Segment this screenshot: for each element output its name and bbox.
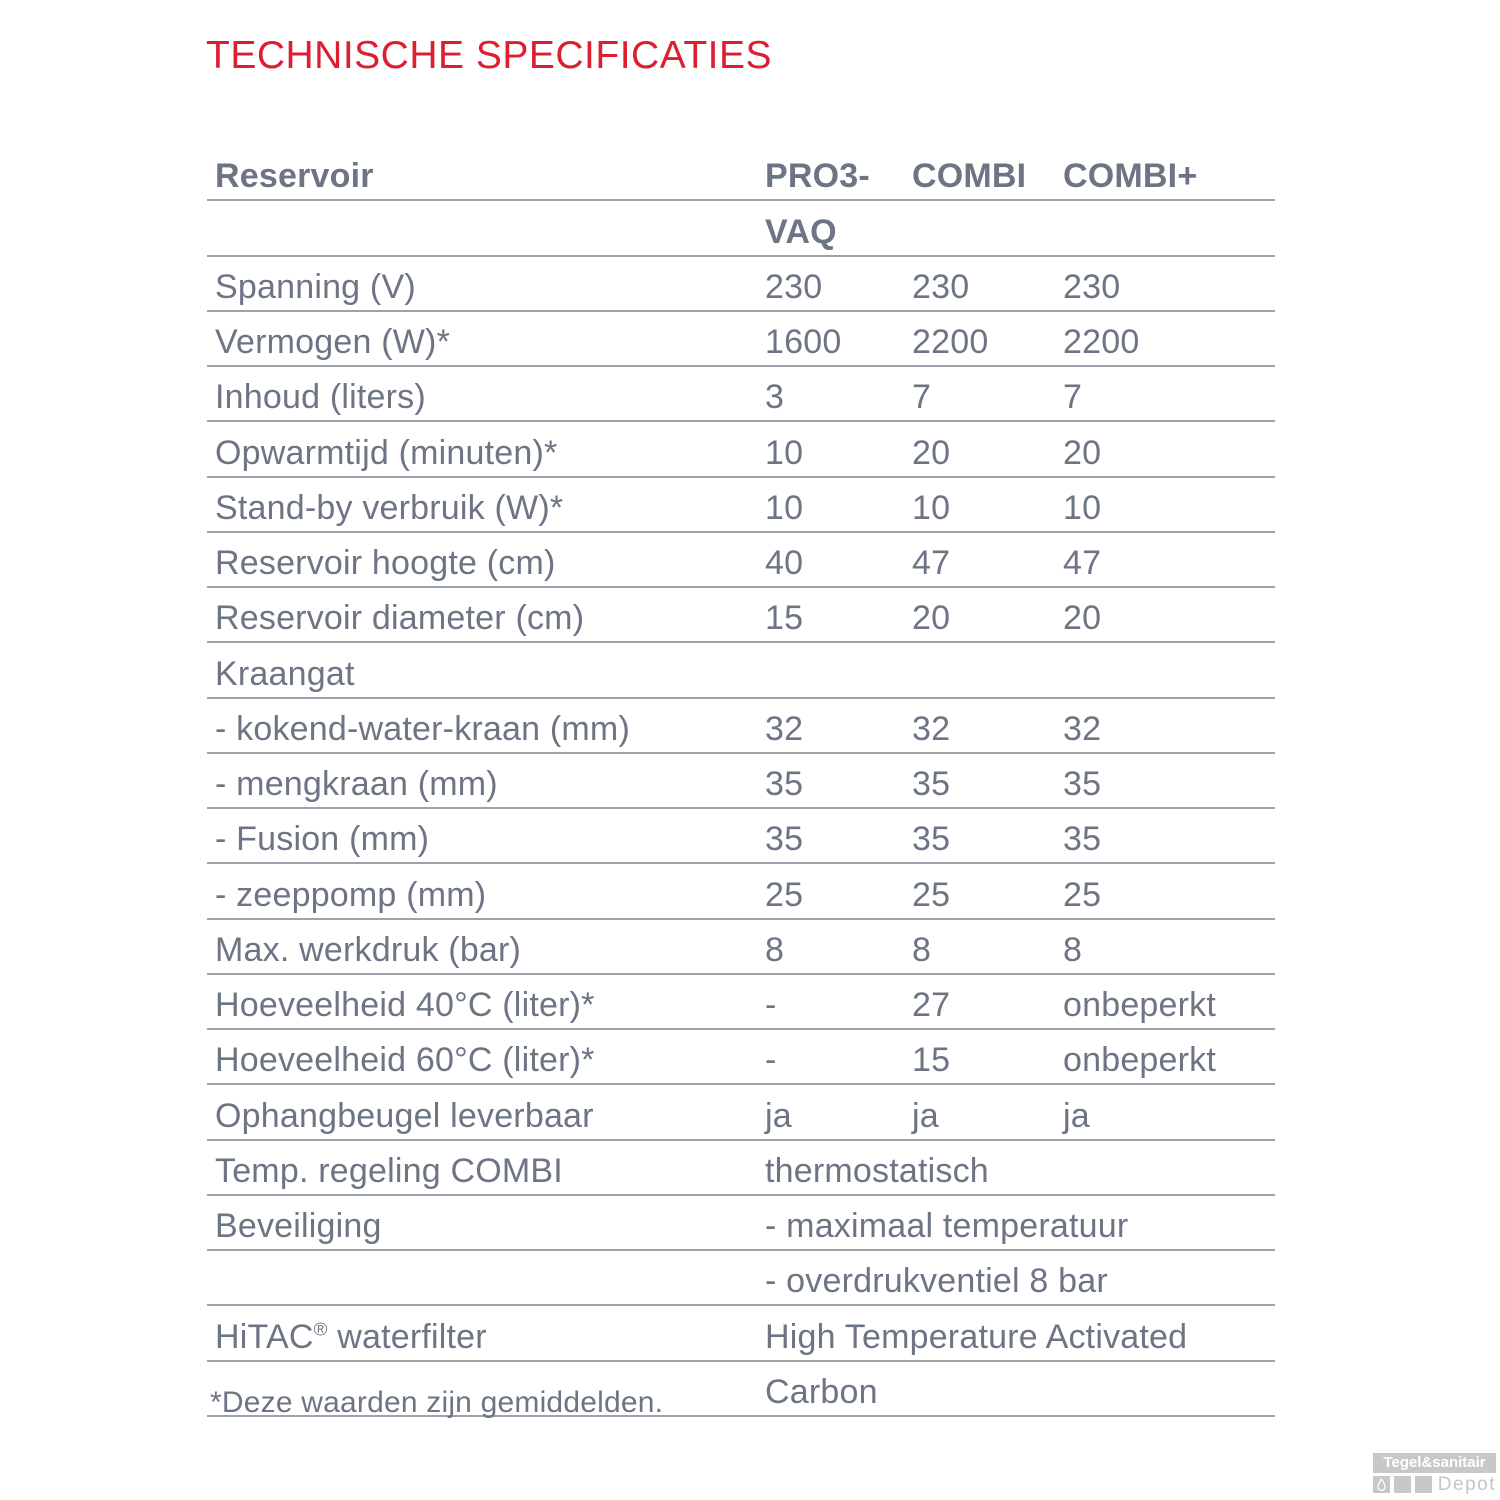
table-row (207, 1030, 1275, 1085)
value-pro3vaq: High Temperature Activated (765, 1317, 1188, 1356)
table-row (207, 809, 1275, 864)
table-row (207, 478, 1275, 533)
table-row (207, 1196, 1275, 1251)
value-pro3vaq: 35 (765, 820, 804, 859)
table-row (207, 201, 1275, 256)
value-combiplus: 7 (1063, 378, 1083, 417)
spec-table (207, 146, 1275, 1417)
value-pro3vaq: 230 (765, 267, 823, 306)
value-combiplus: 47 (1063, 544, 1102, 582)
row-label: - Fusion (mm) (215, 820, 430, 859)
table-row (207, 754, 1275, 809)
value-combiplus: 2200 (1063, 323, 1140, 361)
row-label: - zeeppomp (mm) (215, 875, 487, 914)
footnote: *Deze waarden zijn gemiddelden. (210, 1386, 664, 1419)
value-combi: 7 (912, 378, 932, 417)
value-combiplus: ja (1063, 1096, 1090, 1135)
value-pro3vaq: 10 (765, 433, 804, 472)
table-row (207, 422, 1275, 477)
value-pro3vaq: 15 (765, 599, 804, 638)
row-label: Hoeveelheid 60°C (liter)* (215, 1041, 595, 1080)
row-label: HiTAC® waterfilter (215, 1317, 487, 1356)
row-label: Opwarmtijd (minuten)* (215, 433, 558, 472)
value-combiplus: COMBI+ (1063, 157, 1198, 196)
table-row (207, 257, 1275, 312)
table-row (207, 1141, 1275, 1196)
value-pro3vaq: 3 (765, 378, 785, 417)
table-row (207, 1251, 1275, 1306)
value-combi: 32 (912, 709, 951, 748)
value-combiplus: onbeperkt (1063, 986, 1217, 1024)
value-pro3vaq: - (765, 986, 777, 1024)
page-title: TECHNISCHE SPECIFICATIES (206, 34, 773, 77)
value-combiplus: 32 (1063, 709, 1102, 748)
value-pro3vaq: PRO3- (765, 157, 870, 196)
value-combi: 20 (912, 599, 951, 638)
value-pro3vaq: 40 (765, 544, 804, 582)
value-pro3vaq: 32 (765, 709, 804, 748)
value-pro3vaq: - (765, 1041, 777, 1080)
value-combi: 47 (912, 544, 951, 582)
value-combi: COMBI (912, 157, 1027, 196)
logo-square (1394, 1476, 1411, 1493)
value-combiplus: 20 (1063, 599, 1102, 638)
table-row (207, 699, 1275, 754)
value-pro3vaq: 25 (765, 875, 804, 914)
value-combiplus: 25 (1063, 875, 1102, 914)
value-combi: 35 (912, 765, 951, 803)
value-combiplus: 35 (1063, 820, 1102, 859)
registered-trademark-symbol: ® (313, 1318, 328, 1340)
value-pro3vaq: thermostatisch (765, 1151, 989, 1190)
row-label: Reservoir diameter (cm) (215, 599, 585, 638)
water-drop-icon (1373, 1476, 1390, 1493)
table-row (207, 920, 1275, 975)
value-combi: 35 (912, 820, 951, 859)
value-pro3vaq: 10 (765, 488, 804, 527)
value-combiplus: 230 (1063, 267, 1121, 306)
table-row (207, 1085, 1275, 1140)
value-combiplus: 8 (1063, 930, 1083, 969)
table-row (207, 864, 1275, 919)
row-label: Spanning (V) (215, 267, 416, 306)
value-combi: ja (912, 1096, 939, 1135)
value-combiplus: onbeperkt (1063, 1041, 1217, 1080)
value-combi: 8 (912, 930, 932, 969)
table-row (207, 367, 1275, 422)
row-label: Temp. regeling COMBI (215, 1151, 563, 1190)
row-label: Beveiliging (215, 1207, 382, 1245)
table-row (207, 588, 1275, 643)
row-label: Inhoud (liters) (215, 378, 426, 417)
logo-brand-text: Tegel&sanitair (1373, 1453, 1496, 1473)
row-label: Ophangbeugel leverbaar (215, 1096, 594, 1135)
row-label: Reservoir (215, 157, 374, 196)
table-row (207, 533, 1275, 588)
row-label: - mengkraan (mm) (215, 765, 498, 803)
value-combi: 27 (912, 986, 951, 1024)
row-label: Stand-by verbruik (W)* (215, 488, 564, 527)
value-pro3vaq: 35 (765, 765, 804, 803)
value-combiplus: 35 (1063, 765, 1102, 803)
table-row (207, 643, 1275, 698)
logo-bottom-row (1373, 1476, 1496, 1493)
value-combiplus: 20 (1063, 433, 1102, 472)
value-combi: 25 (912, 875, 951, 914)
value-pro3vaq: - overdrukventiel 8 bar (765, 1262, 1108, 1301)
value-combi: 10 (912, 488, 951, 527)
value-pro3vaq: Carbon (765, 1372, 878, 1411)
row-label-rest: waterfilter (327, 1317, 487, 1356)
row-label: Kraangat (215, 654, 355, 693)
value-pro3vaq: 1600 (765, 323, 842, 361)
value-pro3vaq: VAQ (765, 212, 837, 251)
table-row (207, 312, 1275, 367)
value-combiplus: 10 (1063, 488, 1102, 527)
logo-depot-text: Depot (1437, 1474, 1496, 1495)
value-pro3vaq: 8 (765, 930, 785, 969)
logo-square (1415, 1476, 1432, 1493)
table-row (207, 1306, 1275, 1361)
value-combi: 230 (912, 267, 970, 306)
value-pro3vaq: ja (765, 1096, 792, 1135)
row-label: Hoeveelheid 40°C (liter)* (215, 986, 595, 1024)
row-label: - kokend-water-kraan (mm) (215, 709, 630, 748)
value-pro3vaq: - maximaal temperatuur (765, 1207, 1129, 1245)
row-label: Reservoir hoogte (cm) (215, 544, 556, 582)
table-row (207, 146, 1275, 201)
value-combi: 2200 (912, 323, 989, 361)
vendor-logo (1373, 1453, 1496, 1493)
value-combi: 15 (912, 1041, 951, 1080)
row-label: Max. werkdruk (bar) (215, 930, 522, 969)
value-combi: 20 (912, 433, 951, 472)
row-label: Vermogen (W)* (215, 323, 451, 361)
table-row (207, 975, 1275, 1030)
